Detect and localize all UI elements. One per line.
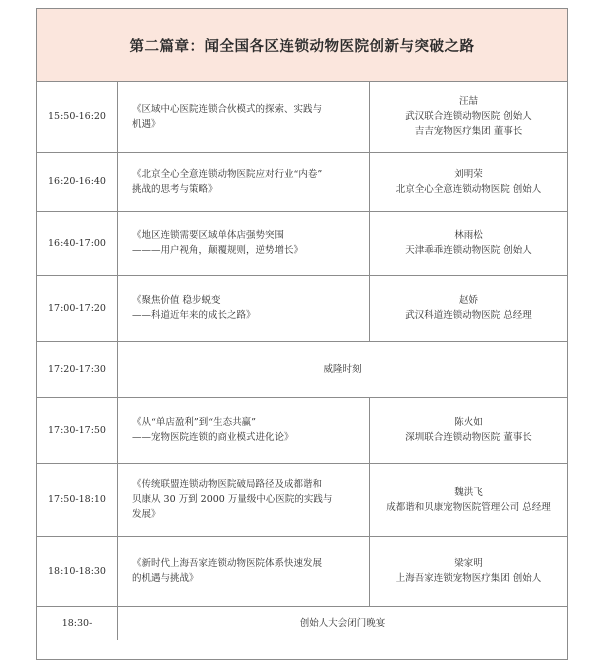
schedule-table <box>37 82 567 640</box>
speaker-name: 刘明荣 <box>454 168 483 180</box>
topic-line: 发展》 <box>132 509 161 520</box>
speaker-cell <box>370 536 568 606</box>
speaker-title: 武汉联合连锁动物医院 创始人 <box>405 111 532 123</box>
speaker-cell <box>370 463 568 536</box>
speaker-cell <box>370 82 568 152</box>
speaker-cell <box>370 152 568 211</box>
schedule-rows <box>37 82 567 640</box>
speaker-name: 魏洪飞 <box>454 486 483 498</box>
time-cell: 16:40-17:00 <box>37 211 118 275</box>
time-cell: 17:30-17:50 <box>37 397 118 463</box>
speaker-title: 上海吾家连锁宠物医疗集团 创始人 <box>395 573 542 584</box>
topic-line: 《新时代上海吾家连锁动物医院体系快速发展 <box>132 558 323 569</box>
speaker-name: 陈火如 <box>454 417 483 428</box>
time-cell: 17:00-17:20 <box>37 275 118 341</box>
schedule-row <box>37 275 567 341</box>
topic-line: ———用户视角，颠覆规则，逆势增长》 <box>132 245 304 256</box>
schedule-row <box>37 211 567 275</box>
topic-line: 《聚焦价值 稳步蜕变 <box>132 295 221 306</box>
schedule-row <box>37 536 567 606</box>
topic-line: 《地区连锁需要区域单体店强势突围 <box>132 230 285 241</box>
speaker-name: 林雨松 <box>454 230 483 241</box>
topic-cell <box>118 536 370 606</box>
time-cell: 18:30- <box>37 606 118 640</box>
speaker-name: 赵娇 <box>458 295 478 306</box>
schedule-row <box>37 152 567 211</box>
speaker-cell <box>370 397 568 463</box>
topic-cell <box>118 152 370 211</box>
speaker-title: 武汉科道连锁动物医院 总经理 <box>405 310 532 321</box>
speaker-title: 成都谐和贝康宠物医院管理公司 总经理 <box>386 501 551 513</box>
speaker-title: 天津乖乖连锁动物医院 创始人 <box>405 245 532 256</box>
speaker-cell <box>370 275 568 341</box>
schedule-row <box>37 463 567 536</box>
session-cell: 威隆时刻 <box>118 341 568 397</box>
topic-line: 《传统联盟连锁动物医院破局路径及成都谐和 <box>132 479 323 490</box>
topic-line: 的机遇与挑战》 <box>132 573 199 584</box>
time-cell: 16:20-16:40 <box>37 152 118 211</box>
topic-line: 《从“单店盈利”到“生态共赢” <box>132 417 256 428</box>
topic-line: 《北京全心全意连锁动物医院应对行业“内卷” <box>132 168 323 180</box>
schedule-row <box>37 397 567 463</box>
speaker-name: 梁家明 <box>454 558 483 569</box>
schedule-row <box>37 341 567 397</box>
topic-line: ——科道近年来的成长之路》 <box>132 310 256 321</box>
speaker-title: 北京全心全意连锁动物医院 创始人 <box>395 183 542 195</box>
time-cell: 17:20-17:30 <box>37 341 118 397</box>
speaker-name: 汪喆 <box>458 96 478 108</box>
topic-cell <box>118 211 370 275</box>
speaker-title: 深圳联合连锁动物医院 董事长 <box>405 432 532 443</box>
topic-line: 贝康从 30 万到 2000 万量级中心医院的实践与 <box>132 494 333 505</box>
schedule-sheet <box>36 8 568 660</box>
schedule-row <box>37 82 567 152</box>
topic-line: 机遇》 <box>132 118 161 130</box>
speaker-title: 吉吉宠物医疗集团 董事长 <box>414 126 523 138</box>
topic-cell <box>118 275 370 341</box>
speaker-cell <box>370 211 568 275</box>
section-title: 第二篇章：闻全国各区连锁动物医院创新与突破之路 <box>37 9 567 82</box>
time-cell: 17:50-18:10 <box>37 463 118 536</box>
time-cell: 18:10-18:30 <box>37 536 118 606</box>
topic-cell <box>118 463 370 536</box>
topic-line: 挑战的思考与策略》 <box>132 183 218 195</box>
topic-cell <box>118 397 370 463</box>
topic-cell <box>118 82 370 152</box>
schedule-row <box>37 606 567 640</box>
time-cell: 15:50-16:20 <box>37 82 118 152</box>
topic-line: ——宠物医院连锁的商业模式进化论》 <box>132 432 294 443</box>
session-cell: 创始人大会闭门晚宴 <box>118 606 568 640</box>
topic-line: 《区域中心医院连锁合伙模式的探索、实践与 <box>132 103 323 115</box>
